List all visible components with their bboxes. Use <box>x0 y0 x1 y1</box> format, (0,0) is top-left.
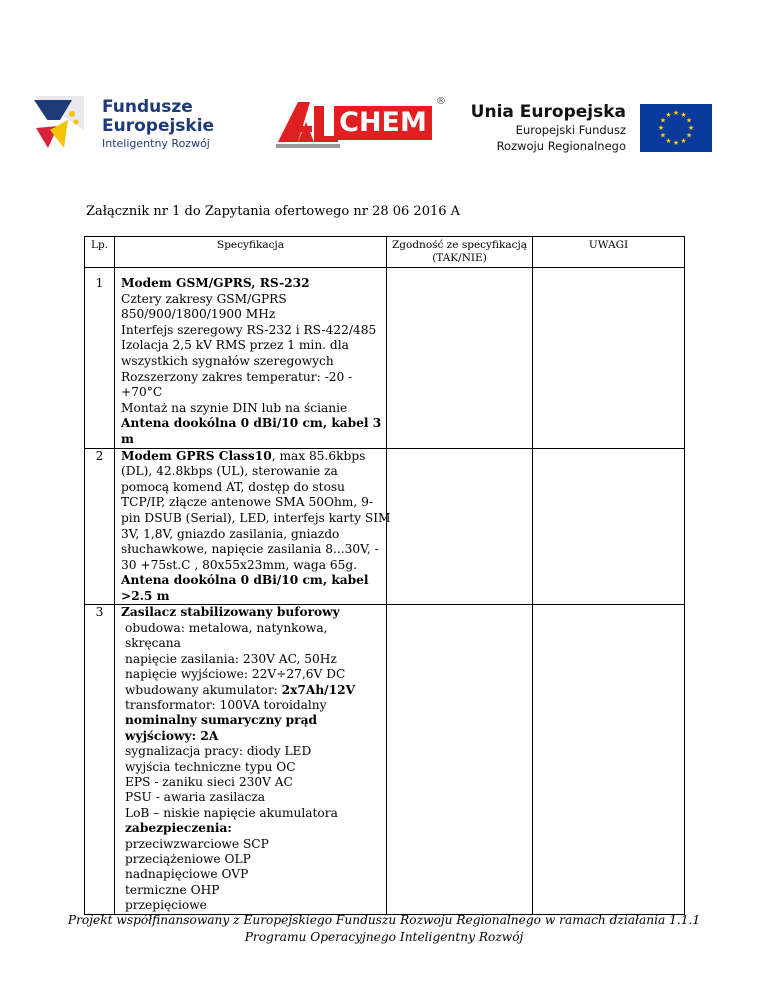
spec-line: PSU - awaria zasilacza <box>125 790 266 805</box>
spec-line-bold: Modem GPRS Class10 <box>121 448 272 463</box>
fe-logo-line1: Fundusze <box>102 97 193 117</box>
spec-line: termiczne OHP <box>125 882 220 897</box>
row-specification <box>115 268 387 449</box>
spec-line: obudowa: metalowa, natynkowa, <box>125 620 328 635</box>
spec-line: Montaż na szynie DIN lub na ścianie <box>121 400 348 415</box>
spec-line: nominalny sumaryczny prąd <box>125 713 317 728</box>
spec-line: Izolacja 2,5 kV RMS przez 1 min. dla <box>121 338 349 353</box>
header-uwagi: UWAGI <box>533 237 685 268</box>
row-zgodnosc-cell[interactable] <box>387 268 533 449</box>
svg-text:★: ★ <box>665 137 672 145</box>
spec-line: nadnapięciowe OVP <box>125 867 249 882</box>
header-zgodnosc: Zgodność ze specyfikacją (TAK/NIE) <box>387 237 533 268</box>
row-specification <box>115 448 391 605</box>
spec-line: >2.5 m <box>121 588 170 603</box>
spec-line: Zasilacz stabilizowany buforowy <box>121 605 340 620</box>
eu-flag-icon <box>640 104 712 152</box>
fe-logo-line3: Inteligentny Rozwój <box>102 137 210 150</box>
spec-line: (DL), 42.8kbps (UL), sterowanie za <box>121 464 338 479</box>
spec-line: Modem GSM/GPRS, RS-232 <box>121 276 310 290</box>
fundusze-europejskie-logo <box>28 78 228 168</box>
spec-line-bold: 2x7Ah/12V <box>281 682 356 697</box>
table-row <box>85 605 685 914</box>
spec-line: przeciwzwarciowe SCP <box>125 836 269 851</box>
spec-line: 3V, 1,8V, gniazdo zasilania, gniazdo <box>121 526 340 541</box>
unia-europejska-logo <box>470 100 722 160</box>
fe-flag-icon <box>28 90 98 160</box>
svg-text:★: ★ <box>665 111 672 119</box>
spec-line: napięcie zasilania: 230V AC, 50Hz <box>125 651 337 666</box>
svg-text:★: ★ <box>680 111 687 119</box>
alchem-wordmark-text: CHEM <box>339 107 427 138</box>
spec-line: wyjścia techniczne typu OC <box>125 759 296 774</box>
spec-line: przepięciowe <box>125 898 207 913</box>
row-uwagi-cell[interactable] <box>533 605 685 914</box>
svg-text:★: ★ <box>685 131 693 140</box>
ue-logo-line2: Europejski Fundusz <box>515 123 626 137</box>
svg-text:★: ★ <box>685 116 693 125</box>
spec-line: pin DSUB (Serial), LED, interfejs karty SIM <box>121 510 391 525</box>
svg-text:★: ★ <box>672 139 680 147</box>
row-uwagi-cell[interactable] <box>533 448 685 605</box>
spec-line: wszystkich sygnałów szeregowych <box>121 353 334 368</box>
spec-line: zabezpieczenia: <box>125 821 232 836</box>
ue-logo-line1: Unia Europejska <box>470 102 626 122</box>
row-number: 2 <box>85 448 115 605</box>
svg-text:★: ★ <box>657 124 665 132</box>
svg-text:★: ★ <box>680 137 687 145</box>
spec-line: słuchawkowe, napięcie zasilania 8...30V, - <box>121 542 379 557</box>
alchem-logo <box>276 96 446 152</box>
spec-line: sygnalizacja pracy: diody LED <box>125 744 312 759</box>
row-zgodnosc-cell[interactable] <box>387 605 533 914</box>
spec-line: m <box>121 431 134 446</box>
ue-logo-text <box>471 102 626 154</box>
svg-text:★: ★ <box>659 116 667 125</box>
table-row <box>85 448 685 605</box>
header-specyfikacja: Specyfikacja <box>115 237 387 268</box>
row-zgodnosc-cell[interactable] <box>387 448 533 605</box>
specification-table <box>84 236 685 915</box>
spec-line: TCP/IP, złącze antenowe SMA 50Ohm, 9- <box>121 495 373 510</box>
header-lp: Lp. <box>85 237 115 268</box>
registered-mark: ® <box>436 96 446 107</box>
table-header-row <box>85 237 685 268</box>
spec-line: Rozszerzony zakres temperatur: -20 - <box>121 369 353 384</box>
spec-line: Antena dookólna 0 dBi/10 cm, kabel <box>121 573 369 588</box>
spec-line: pomocą komend AT, dostęp do stosu <box>121 479 346 494</box>
spec-line: Antena dookólna 0 dBi/10 cm, kabel 3 <box>121 416 382 431</box>
svg-text:★: ★ <box>687 124 695 132</box>
spec-line: wyjściowy: 2A <box>125 728 219 743</box>
spec-line: +70°C <box>121 385 163 400</box>
spec-line: Interfejs szeregowy RS-232 i RS-422/485 <box>121 322 377 337</box>
table-row <box>85 268 685 449</box>
spec-line: LoB – niskie napięcie akumulatora <box>125 805 338 820</box>
spec-line-rest: , max 85.6kbps <box>271 448 366 463</box>
spec-line: napięcie wyjściowe: 22V÷27,6V DC <box>125 667 346 682</box>
footer-line2: Programu Operacyjnego Inteligentny Rozwój <box>244 930 524 944</box>
spec-line-rest: wbudowany akumulator: <box>125 682 282 697</box>
fe-logo-line2: Europejskie <box>102 116 215 136</box>
spec-line: EPS - zaniku sieci 230V AC <box>125 774 293 789</box>
svg-text:★: ★ <box>672 109 680 117</box>
spec-line <box>121 449 382 465</box>
footer-line1: Projekt współfinansowany z Europejskiego Funduszu Rozwoju Regionalnego w ramach działania 1.1.1 <box>67 913 701 927</box>
page-footer <box>0 912 768 946</box>
ue-logo-line3: Rozwoju Regionalnego <box>496 139 626 153</box>
spec-line: transformator: 100VA toroidalny <box>125 697 327 712</box>
row-number: 3 <box>85 605 115 914</box>
row-uwagi-cell[interactable] <box>533 268 685 449</box>
spec-line: przeciążeniowe OLP <box>125 851 251 866</box>
spec-line: skręcana <box>125 636 181 651</box>
spec-line: 850/900/1800/1900 MHz <box>121 307 276 322</box>
fe-logo-text <box>102 98 214 152</box>
spec-line: 30 +75st.C , 80x55x23mm, waga 65g. <box>121 557 358 572</box>
spec-line: Cztery zakresy GSM/GPRS <box>121 291 287 306</box>
document-title: Załącznik nr 1 do Zapytania ofertowego nr 28 06 2016 A <box>86 204 461 219</box>
alchem-al-mark-icon <box>276 96 340 152</box>
row-specification <box>115 605 387 914</box>
alchem-wordmark <box>334 106 432 140</box>
spec-line <box>121 683 382 698</box>
svg-text:★: ★ <box>659 131 667 140</box>
row-number: 1 <box>85 268 115 449</box>
